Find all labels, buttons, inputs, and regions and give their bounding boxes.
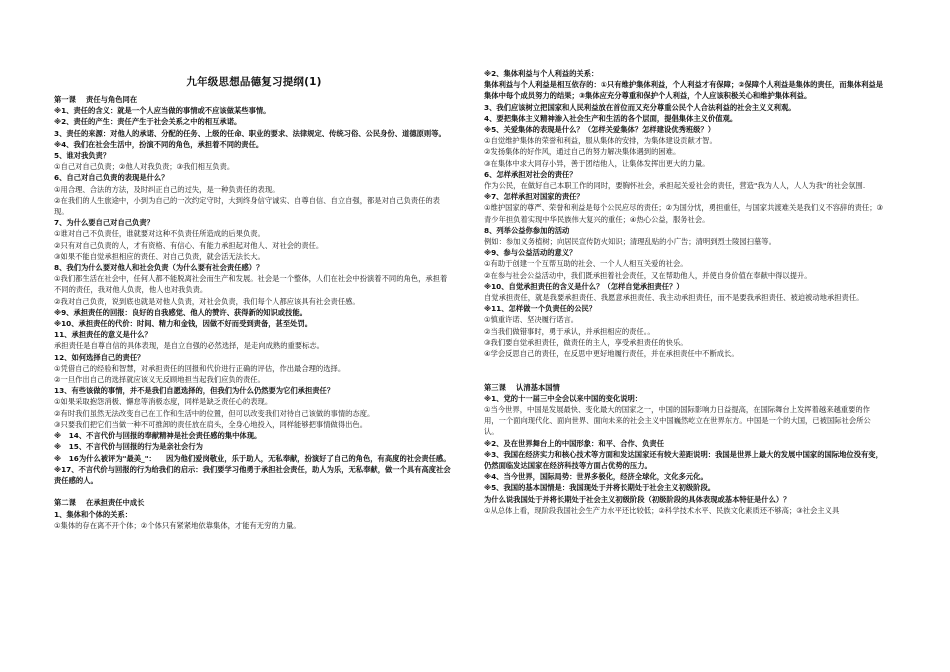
- heading-line: ※1、党的十一届三中全会以来中国的变化说明：: [484, 393, 643, 403]
- left-column-lines: [54, 94, 454, 531]
- heading-line: ※5、我国的基本国情是：我国现处于并将长期处于社会主义初级阶段。: [484, 483, 716, 493]
- heading-line: 4、要把集体主义精神渗入社会生产和生活的各个层面，提倡集体主义价值观。: [484, 113, 738, 123]
- heading-line: 3、责任的来源：对他人的承诺、分配的任务、上级的任命、职业的要求、法律规定、传统习俗、公民身份、道德原则等。: [54, 128, 446, 138]
- text-line: ②在参与社会公益活动中，我们既承担着社会责任，又在帮助他人，并使自身价值在奉献中得以提升。: [484, 270, 812, 280]
- text-line: ①我们都生活在社会中，任何人都不能脱离社会而生产和发展。社会是一个整体，人们在社会中扮演着不同的角色，承担着不同的责任，我对他人负责，他人也对我负责。: [54, 274, 448, 295]
- heading-line: 6、怎样承担对社会的责任？: [484, 169, 577, 179]
- text-line: ②有时我们虽然无法改变自己在工作和生活中的位置，但可以改变我们对待自己该做的事情的态度。: [54, 408, 375, 418]
- text-line: ①谁对自己不负责任，谁就要对这种不负责任所造成的后果负责。: [54, 229, 265, 239]
- text-line: ①凭借自己的经验和智慧，对承担责任的回报和代价进行正确的评估，作出最合理的选择。: [54, 363, 346, 373]
- heading-line: 11、承担责任的意义是什么？: [54, 330, 152, 340]
- heading-line: 7、为什么要自己对自己负责？: [54, 218, 154, 228]
- text-line: ①从总体上看，现阶段我国社会生产力水平还比较低；②科学技术水平、民族文化素质还不够高；③社会主义具: [484, 505, 840, 515]
- blank-line: [484, 359, 884, 370]
- heading-line: 5、谁对我负责？: [54, 151, 111, 161]
- text-line: ①集体的存在离不开个体；②个体只有紧紧地依靠集体，才能有无穷的力量。: [54, 520, 301, 530]
- heading-line: ※1、责任的含义：就是一个人应当做的事情或不应该做某些事情。: [54, 106, 271, 116]
- text-line: ④学会反思自己的责任，在反思中更好地履行责任，并在承担责任中不断成长。: [484, 349, 739, 359]
- blank-line: [484, 370, 884, 381]
- left-column: [54, 74, 454, 531]
- text-line: ①如果采取抱怨消极、懈怠等消极态度，同样是缺乏责任心的表现。: [54, 397, 273, 407]
- heading-line: ※ 14、不言代价与回报的奉献精神是社会责任感的集中体现。: [54, 431, 262, 441]
- text-line: ①有助于创建一个互帮互助的社会、一个人人相互关爱的社会。: [484, 259, 688, 269]
- heading-line: ※ 16为什么被评为"最美_"： 因为他们爱岗敬业，乐于助人，无私奉献，扮演好了自己的角色，有高度的社会责任感。: [54, 453, 451, 463]
- text-line: 承担责任是自尊自信的具体表现，是自立自强的必然选择，是走向成熟的重要标志。: [54, 341, 324, 351]
- heading-line: ※9、承担责任的回报：良好的自我感觉、他人的赞许、获得新的知识或技能。: [54, 307, 307, 317]
- right-column: [484, 68, 884, 516]
- heading-line: ※11、怎样做一个负责任的公民？: [484, 304, 597, 314]
- right-column-lines: [484, 68, 884, 516]
- text-line: ③我们要自觉承担责任，做责任的主人，享受承担责任的快乐。: [484, 337, 688, 347]
- heading-line: 为什么说我国处于并将长期处于社会主义初级阶段（初级阶段的具体表现或基本特征是什么）？: [484, 494, 791, 504]
- heading-line: ※4、我们在社会生活中，扮演不同的角色，承担着不同的责任。: [54, 139, 264, 149]
- heading-line: 8、列举公益你参加的活动: [484, 225, 570, 235]
- text-line: ①自己对自己负责；②他人对我负责；③我们相互负责。: [54, 162, 235, 172]
- heading-line: 1、集体和个体的关系：: [54, 509, 133, 519]
- heading-line: 12、如何选择自己的责任？: [54, 352, 145, 362]
- heading-line: ※2、责任的产生：责任产生于社会关系之中的相互承诺。: [54, 117, 242, 127]
- heading-line: 6、自己对自己负责的表现是什么？: [54, 173, 169, 183]
- heading-line: 第一课 责任与角色同在: [54, 95, 138, 104]
- heading-line: ※5、关爱集体的表现是什么？（怎样关爱集体？怎样建设优秀班级？）: [484, 125, 716, 135]
- text-line: ③只要我们把它们当做一种不可推卸的责任放在肩头，全身心地投入，同样能够把事情做得出色。: [54, 419, 368, 429]
- text-line: ②在我们的人生旅途中，小到为自己的一次约定守时，大到终身信守诚实、自尊自信、自立自强，都是对自己负责任的表现。: [54, 195, 440, 217]
- heading-line: ※10、承担责任的代价：时间、精力和金钱，因做不好而受到责备，甚至处罚。: [54, 319, 313, 329]
- heading-line: ※9、参与公益活动的意义？: [484, 248, 577, 258]
- heading-line: 3、我们应该树立把国家和人民利益放在首位而又充分尊重公民个人合法利益的社会主义义利观。: [484, 102, 796, 112]
- text-line: ②发扬集体的好作风，通过自己的努力解决集体遇到的困难。: [484, 147, 681, 157]
- heading-line: ※7、怎样承担对国家的责任？: [484, 192, 584, 202]
- text-line: ②我对自己负责，说到底也就是对他人负责，对社会负责，我们每个人都应该具有社会责任感。: [54, 296, 360, 306]
- text-line: ①慎重许诺、坚决履行诺言。: [484, 315, 579, 325]
- heading-line: ※2、集体利益与个人利益的关系：: [484, 69, 599, 78]
- heading-line: 第二课 在承担责任中成长: [54, 498, 145, 508]
- text-line: ①维护国家的尊严、荣誉和利益是每个公民应尽的责任；②为国分忧，勇担重任，与国家共渡难关是我们义不容辞的责任；③青少年担负着实现中华民族伟大复兴的重任；④热心公益，服务社会。: [484, 203, 884, 224]
- document-title: 九年级思想品德复习提纲(1): [186, 76, 322, 88]
- text-line: ②只有对自己负责的人，才有资格、有信心、有能力承担起对他人、对社会的责任。: [54, 240, 324, 250]
- text-line: 例如：参加义务植树；向居民宣传防火知识；清理乱贴的小广告；清明到烈士陵园扫墓等。: [484, 237, 776, 247]
- text-line: 自觉承担责任，就是我要承担责任、我愿意承担责任、我主动承担责任，而不是要我承担责任、被迫被动地承担责任。: [484, 293, 864, 303]
- heading-line: ※2、及在世界舞台上的中国形象：和平、合作、负责任: [484, 438, 664, 448]
- text-line: ①当今世界，中国是发展最快、变化最大的国家之一，中国的国际影响力日益提高，在国际舞台上发挥着越来越重要的作用，一个面向现代化、面向世界、面向未来的社会主义中国巍然屹立在世界东方。中国是一个的大国，已被国际社会所公认。: [484, 405, 871, 437]
- heading-line: 第三课 认清基本国情: [484, 382, 560, 392]
- text-line: ③在集体中求大同存小异，善于团结他人，让集体发挥出更大的力量。: [484, 158, 710, 168]
- heading-line: 集体利益与个人利益是相互依存的：①只有维护集体利益，个人利益才有保障；②保障个人利益是集体的责任，而集体利益是集体中每个成员努力的结果；③集体应充分尊重和保护个人利益，个人应该积极关心和维护集体利益。: [484, 80, 884, 101]
- text-line: ③如果不能自觉承担相应的责任、对自己负责，就会活无法长大。: [54, 251, 265, 261]
- text-line: ②当我们做错事时，勇于承认，并承担相应的责任。。: [484, 326, 655, 336]
- heading-line: 13、有些该做的事情，并不是我们自愿选择的，但我们为什么仍然要为它们承担责任？: [54, 386, 335, 396]
- heading-line: ※3、我国在经济实力和核心技术等方面和发达国家还有较大差距说明：我国是世界上最大的发展中国家的国际地位没有变，仍然面临发达国家在经济科技等方面占优势的压力。: [484, 449, 883, 471]
- text-line: ②一旦作出自己的选择就应该义无反顾地担当起我们应负的责任。: [54, 375, 265, 385]
- heading-line: 8、我们为什么要对他人和社会负责（为什么要有社会责任感）？: [54, 263, 264, 273]
- heading-line: ※17、不言代价与回报的行为给我们的启示：我们要学习他勇于承担社会责任，助人为乐，无私奉献，做一个具有高度社会责任感的人。: [54, 464, 451, 485]
- heading-line: ※4、当今世界，国际局势：世界多极化，经济全球化，文化多元化。: [484, 472, 708, 482]
- text-line: ①自觉维护集体的荣誉和利益，服从集体的安排，为集体建设贡献才智。: [484, 136, 717, 146]
- heading-line: ※10、自觉承担责任的含义是什么？（怎样自觉承担责任？）: [484, 281, 684, 291]
- text-line: ①用合理、合法的方法，及时纠正自己的过失，是一种负责任的表现。: [54, 184, 280, 194]
- blank-line: [54, 486, 454, 497]
- heading-line: ※ 15、不言代价与回报的行为是亲社会行为: [54, 442, 203, 452]
- text-line: 作为公民，在做好自己本职工作的同时，要胸怀社会，承担起关爱社会的责任，营造"我为人人，人人为我"的社会氛围.: [484, 181, 866, 191]
